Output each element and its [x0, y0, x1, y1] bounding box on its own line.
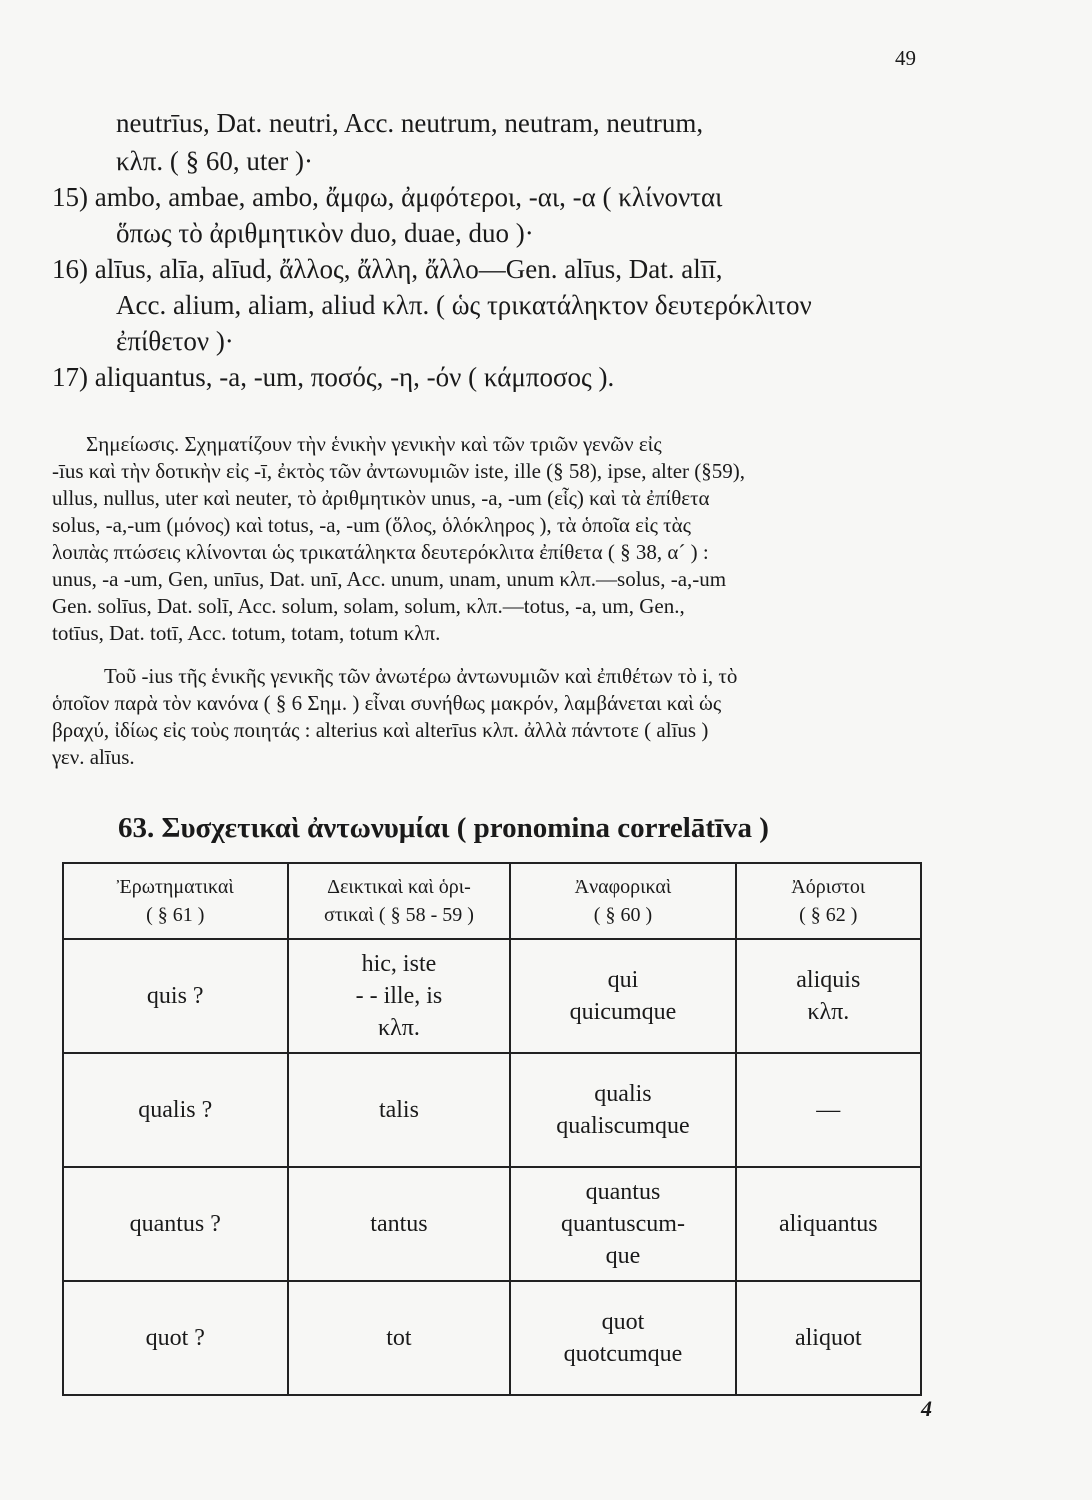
table-row [63, 939, 921, 1053]
table-cell [288, 1167, 511, 1281]
table-row [63, 1281, 921, 1395]
table-header-cell [736, 863, 921, 939]
table-cell [63, 1167, 288, 1281]
cell-line: qualis ? [138, 1097, 213, 1123]
table-cell [736, 1167, 921, 1281]
text-line: Acc. alium, aliam, aliud κλπ. ( ὡς τρικατάληκτον δευτερόκλιτον [116, 290, 812, 320]
cell-line: quot ? [145, 1325, 205, 1351]
cell-line: aliquis [796, 967, 861, 993]
cell-line: quicumque [569, 999, 677, 1025]
text-line: βραχύ, ἰδίως εἰς τοὺς ποιητάς : alterius καὶ alterīus κλπ. ἀλλὰ πάντοτε ( alīus ) [52, 718, 709, 742]
cell-line: qui [607, 967, 639, 993]
table-cell [510, 1281, 735, 1395]
text-line: Gen. solīus, Dat. solī, Acc. solum, solam, solum, κλπ.—totus, -a, um, Gen., [52, 594, 685, 618]
table-cell [736, 1281, 921, 1395]
table-header-cell [63, 863, 288, 939]
table-cell [288, 939, 511, 1053]
table-cell [736, 1053, 921, 1167]
cell-line: que [605, 1243, 641, 1269]
section-heading: 63. Συσχετικαὶ ἀντωνυμίαι ( pronomina correlātīva ) [118, 812, 769, 844]
cell-line: aliquot [794, 1325, 862, 1351]
table-cell [510, 939, 735, 1053]
cell-line: — [816, 1097, 841, 1123]
cell-line: hic, iste [361, 951, 437, 977]
header-line: ( § 62 ) [799, 904, 858, 926]
header-line: στικαὶ ( § 58 - 59 ) [323, 904, 474, 926]
cell-line: quantus ? [129, 1211, 221, 1237]
cell-line: qualis [594, 1081, 652, 1107]
text-line: 15) ambo, ambae, ambo, ἄμφω, ἀμφότεροι, -αι, -α ( κλίνονται [52, 182, 723, 212]
correlative-pronouns-table [62, 862, 922, 1396]
text-line: solus, -a,-um (μόνος) καὶ totus, -a, -um (ὅλος, ὁλόκληρος ), τὰ ὁποῖα εἰς τὰς [52, 513, 691, 537]
cell-line: tot [386, 1325, 412, 1351]
cell-line: κλπ. [807, 999, 850, 1025]
table-cell [63, 1053, 288, 1167]
text-line: 17) aliquantus, -a, -um, ποσός, -η, -όν ( κάμποσος ). [52, 362, 615, 392]
header-line: Δεικτικαὶ καὶ ὁρι- [327, 876, 471, 898]
header-line: Ἀναφορικαὶ [574, 876, 672, 898]
text-line: ὅπως τὸ ἀριθμητικὸν duo, duae, duo )· [116, 218, 534, 248]
cell-line: quis ? [146, 983, 204, 1009]
table-body [63, 939, 921, 1395]
table-cell [63, 1281, 288, 1395]
table-cell [736, 939, 921, 1053]
cell-line: aliquantus [778, 1211, 878, 1237]
cell-line: talis [378, 1097, 419, 1123]
text-line: neutrīus, Dat. neutri, Acc. neutrum, neutram, neutrum, [116, 108, 704, 138]
text-line: γεν. alīus. [52, 745, 135, 769]
table-cell [288, 1281, 511, 1395]
header-line: ( § 61 ) [146, 904, 205, 926]
cell-line: tantus [370, 1211, 428, 1237]
cell-line: κλπ. [378, 1015, 420, 1041]
cell-line: quantuscum- [560, 1211, 685, 1237]
text-line: unus, -a -um, Gen, unīus, Dat. unī, Acc. unum, unam, unum κλπ.—solus, -a,-um [52, 567, 727, 591]
header-line: ( § 60 ) [593, 904, 653, 926]
table-header-row [63, 863, 921, 939]
table-cell [510, 1167, 735, 1281]
table-cell [63, 939, 288, 1053]
cell-line: quot [601, 1309, 645, 1335]
table-cell [288, 1053, 511, 1167]
text-line: κλπ. ( § 60, uter )· [116, 146, 314, 176]
header-line: Ἐρωτηματικαὶ [116, 876, 234, 898]
table-header-cell [288, 863, 511, 939]
text-line: λοιπὰς πτώσεις κλίνονται ὡς τρικατάληκτα δευτερόκλιτα ἐπίθετα ( § 38, α´ ) : [52, 540, 709, 564]
text-line: Τοῦ -ius τῆς ἑνικῆς γενικῆς τῶν ἀνωτέρω ἀντωνυμιῶν καὶ ἐπιθέτων τὸ i, τὸ [104, 664, 738, 688]
cell-line: quantus [585, 1179, 661, 1205]
table-cell [510, 1053, 735, 1167]
page-number: 49 [895, 46, 916, 70]
header-line: Ἀόριστοι [791, 876, 866, 898]
cell-line: qualiscumque [556, 1113, 690, 1139]
text-line: ὁποῖον παρὰ τὸν κανόνα ( § 6 Σημ. ) εἶναι συνήθως μακρόν, λαμβάνεται καὶ ὡς [52, 691, 722, 715]
table-row [63, 1167, 921, 1281]
text-line: -īus καὶ τὴν δοτικὴν εἰς -ī, ἐκτὸς τῶν ἀντωνυμιῶν iste, ille (§ 58), ipse, alter (§59), [52, 459, 745, 483]
signature-mark: 4 [921, 1396, 932, 1421]
cell-line: - - ille, is [355, 983, 443, 1009]
text-line: totīus, Dat. totī, Acc. totum, totam, totum κλπ. [52, 621, 441, 645]
table-header-cell [510, 863, 735, 939]
text-line: ullus, nullus, uter καὶ neuter, τὸ ἀριθμητικὸν unus, -a, -um (εἷς) καὶ τὰ ἐπίθετα [52, 486, 710, 510]
text-line: 16) alīus, alīa, alīud, ἄλλος, ἄλλη, ἄλλο—Gen. alīus, Dat. alīī, [52, 254, 723, 284]
table-row [63, 1053, 921, 1167]
text-line: Σημείωσις. Σχηματίζουν τὴν ἑνικὴν γενικὴν καὶ τῶν τριῶν γενῶν εἰς [86, 432, 662, 456]
cell-line: quotcumque [563, 1341, 683, 1367]
text-line: ἐπίθετον )· [116, 326, 234, 356]
